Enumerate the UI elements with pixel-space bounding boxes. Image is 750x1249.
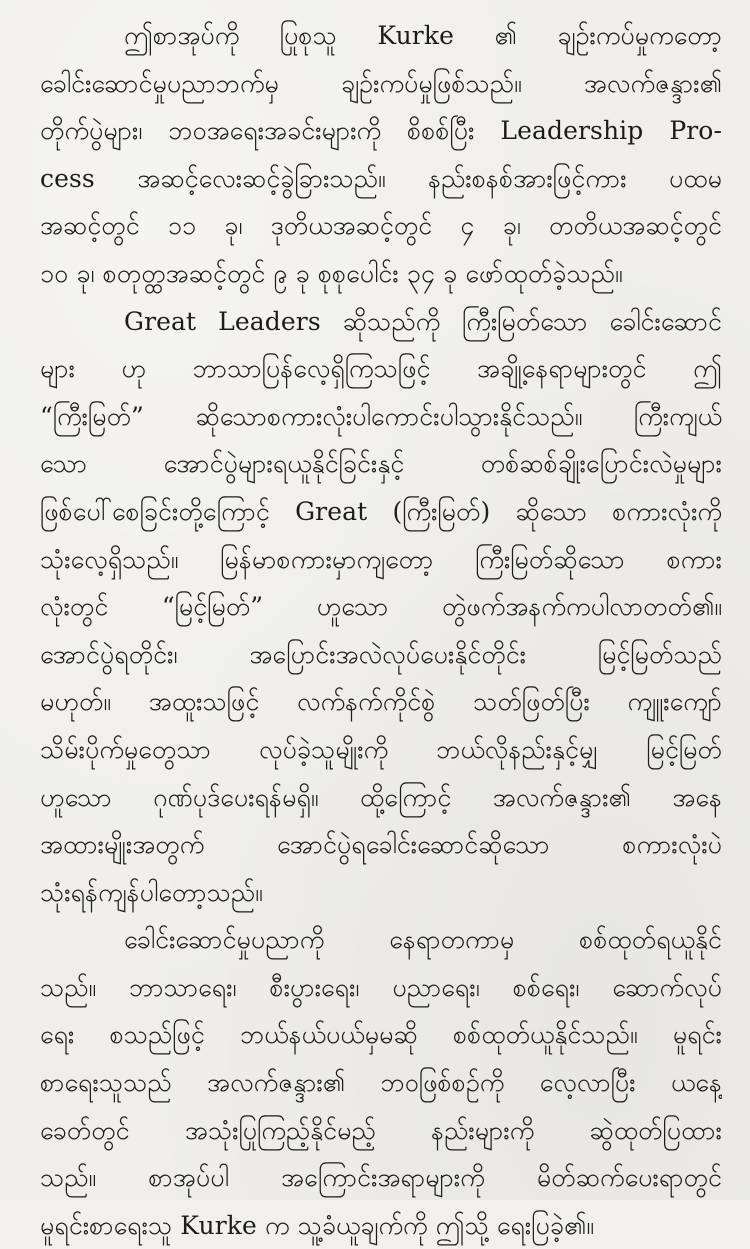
text-line: မဟုတ်။ အထူးသဖြင့် လက်နက်ကိုင်စွဲ သတ်ဖြတ်ပြီး ကျူးကျော် (40, 687, 722, 717)
text-line: ဖြစ်ပေါ်စေခြင်းတို့ကြောင့် Great (ကြီးမြတ်) ဆိုသော စကားလုံးကို (40, 496, 722, 526)
text-line: “ကြီးမြတ်” ဆိုသောစကားလုံးပါကောင်းပါသွားနိုင်သည်။ ကြီးကျယ် (40, 401, 722, 431)
text-line: ခေါင်းဆောင်မှုပညာဘက်မှ ချဉ်းကပ်မှုဖြစ်သည်။ အလက်ဇန္ဒား၏ (40, 68, 722, 98)
text-line: စာရေးသူသည် အလက်ဇန္ဒား၏ ဘဝဖြစ်စဉ်ကို လေ့လာပြီး ယနေ့ (40, 1068, 722, 1098)
text-line: ခေတ်တွင် အသုံးပြုကြည့်နိုင်မည့် နည်းများကို ဆွဲထုတ်ပြထား (40, 1115, 722, 1145)
paragraph-1 (40, 12, 722, 298)
text-line: သုံးရန်ကျန်ပါတော့သည်။ (40, 877, 263, 907)
text-line: လုံးတွင် “မြင့်မြတ်” ဟူသော တွဲဖက်အနက်ကပါလာတတ်၏။ (40, 592, 722, 622)
text-line: ခေါင်းဆောင်မှုပညာကို နေရာတကာမှ စစ်ထုတ်ရယူနိုင် (124, 925, 722, 955)
text-line: သော အောင်ပွဲများရယူနိုင်ခြင်းနှင့် တစ်ဆစ်ချိုးပြောင်းလဲမှုများ (40, 449, 722, 479)
text-line: ၁၀ ခု၊ စတုတ္ထအဆင့်တွင် ၉ ခု စုစုပေါင်း ၃၄ ခု ဖော်ထုတ်ခဲ့သည်။ (40, 258, 623, 288)
text-line: Great Leaders ဆိုသည်ကို ကြီးမြတ်သော ခေါင်းဆောင် (124, 306, 722, 336)
text-line: သည်။ ဘာသာရေး၊ စီးပွားရေး၊ ပညာရေး၊ စစ်ရေး၊ ဆောက်လုပ် (40, 972, 722, 1002)
text-line: အဆင့်တွင် ၁၁ ခု၊ ဒုတိယအဆင့်တွင် ၄ ခု၊ တတိယအဆင့်တွင် (40, 211, 722, 241)
paragraph-2 (40, 298, 722, 917)
text-line: မူရင်းစာရေးသူ Kurke က သူ့ခံယူချက်ကို ဤသို့ ရေးပြခဲ့၏။ (40, 1210, 595, 1240)
text-line: cess အဆင့်လေးဆင့်ခွဲခြားသည်။ နည်းစနစ်အားဖြင့်ကား ပထမ (40, 163, 722, 193)
text-line: သုံးလေ့ရှိသည်။ မြန်မာစကားမှာကျတော့ ကြီးမြတ်ဆိုသော စကား (40, 544, 722, 574)
text-line: အောင်ပွဲရတိုင်း၊ အပြောင်းအလဲလုပ်ပေးနိုင်တိုင်း မြင့်မြတ်သည် (40, 639, 722, 669)
text-line: ဤစာအုပ်ကို ပြုစုသူ Kurke ၏ ချဉ်းကပ်မှုကတော့ (124, 21, 722, 50)
text-line: များ ဟု ဘာသာပြန်လေ့ရှိကြသဖြင့် အချို့နေရာများတွင် ဤ (40, 354, 722, 384)
body-text (40, 12, 722, 1249)
text-line: သည်။ စာအုပ်ပါ အကြောင်းအရာများကို မိတ်ဆက်ပေးရာတွင် (40, 1163, 722, 1193)
text-line: သိမ်းပိုက်မှုတွေသာ လုပ်ခဲ့သူမျိုးကို ဘယ်လိုနည်းနှင့်မျှ မြင့်မြတ် (40, 734, 722, 764)
text-line: ဟူသော ဂုဏ်ပုဒ်ပေးရန်မရှိ။ ထို့ကြောင့် အလက်ဇန္ဒား၏ အနေ (40, 782, 722, 812)
text-line: ရေး စသည်ဖြင့် ဘယ်နယ်ပယ်မှမဆို စစ်ထုတ်ယူနိုင်သည်။ မူရင်း (40, 1020, 722, 1050)
text-line: အထားမျိုးအတွက် အောင်ပွဲရခေါင်းဆောင်ဆိုသော စကားလုံးပဲ (40, 830, 722, 860)
paragraph-3 (40, 916, 722, 1249)
text-line: တိုက်ပွဲများ၊ ဘဝအရေးအခင်းများကို စိစစ်ပြီး Leadership Pro- (40, 116, 722, 146)
